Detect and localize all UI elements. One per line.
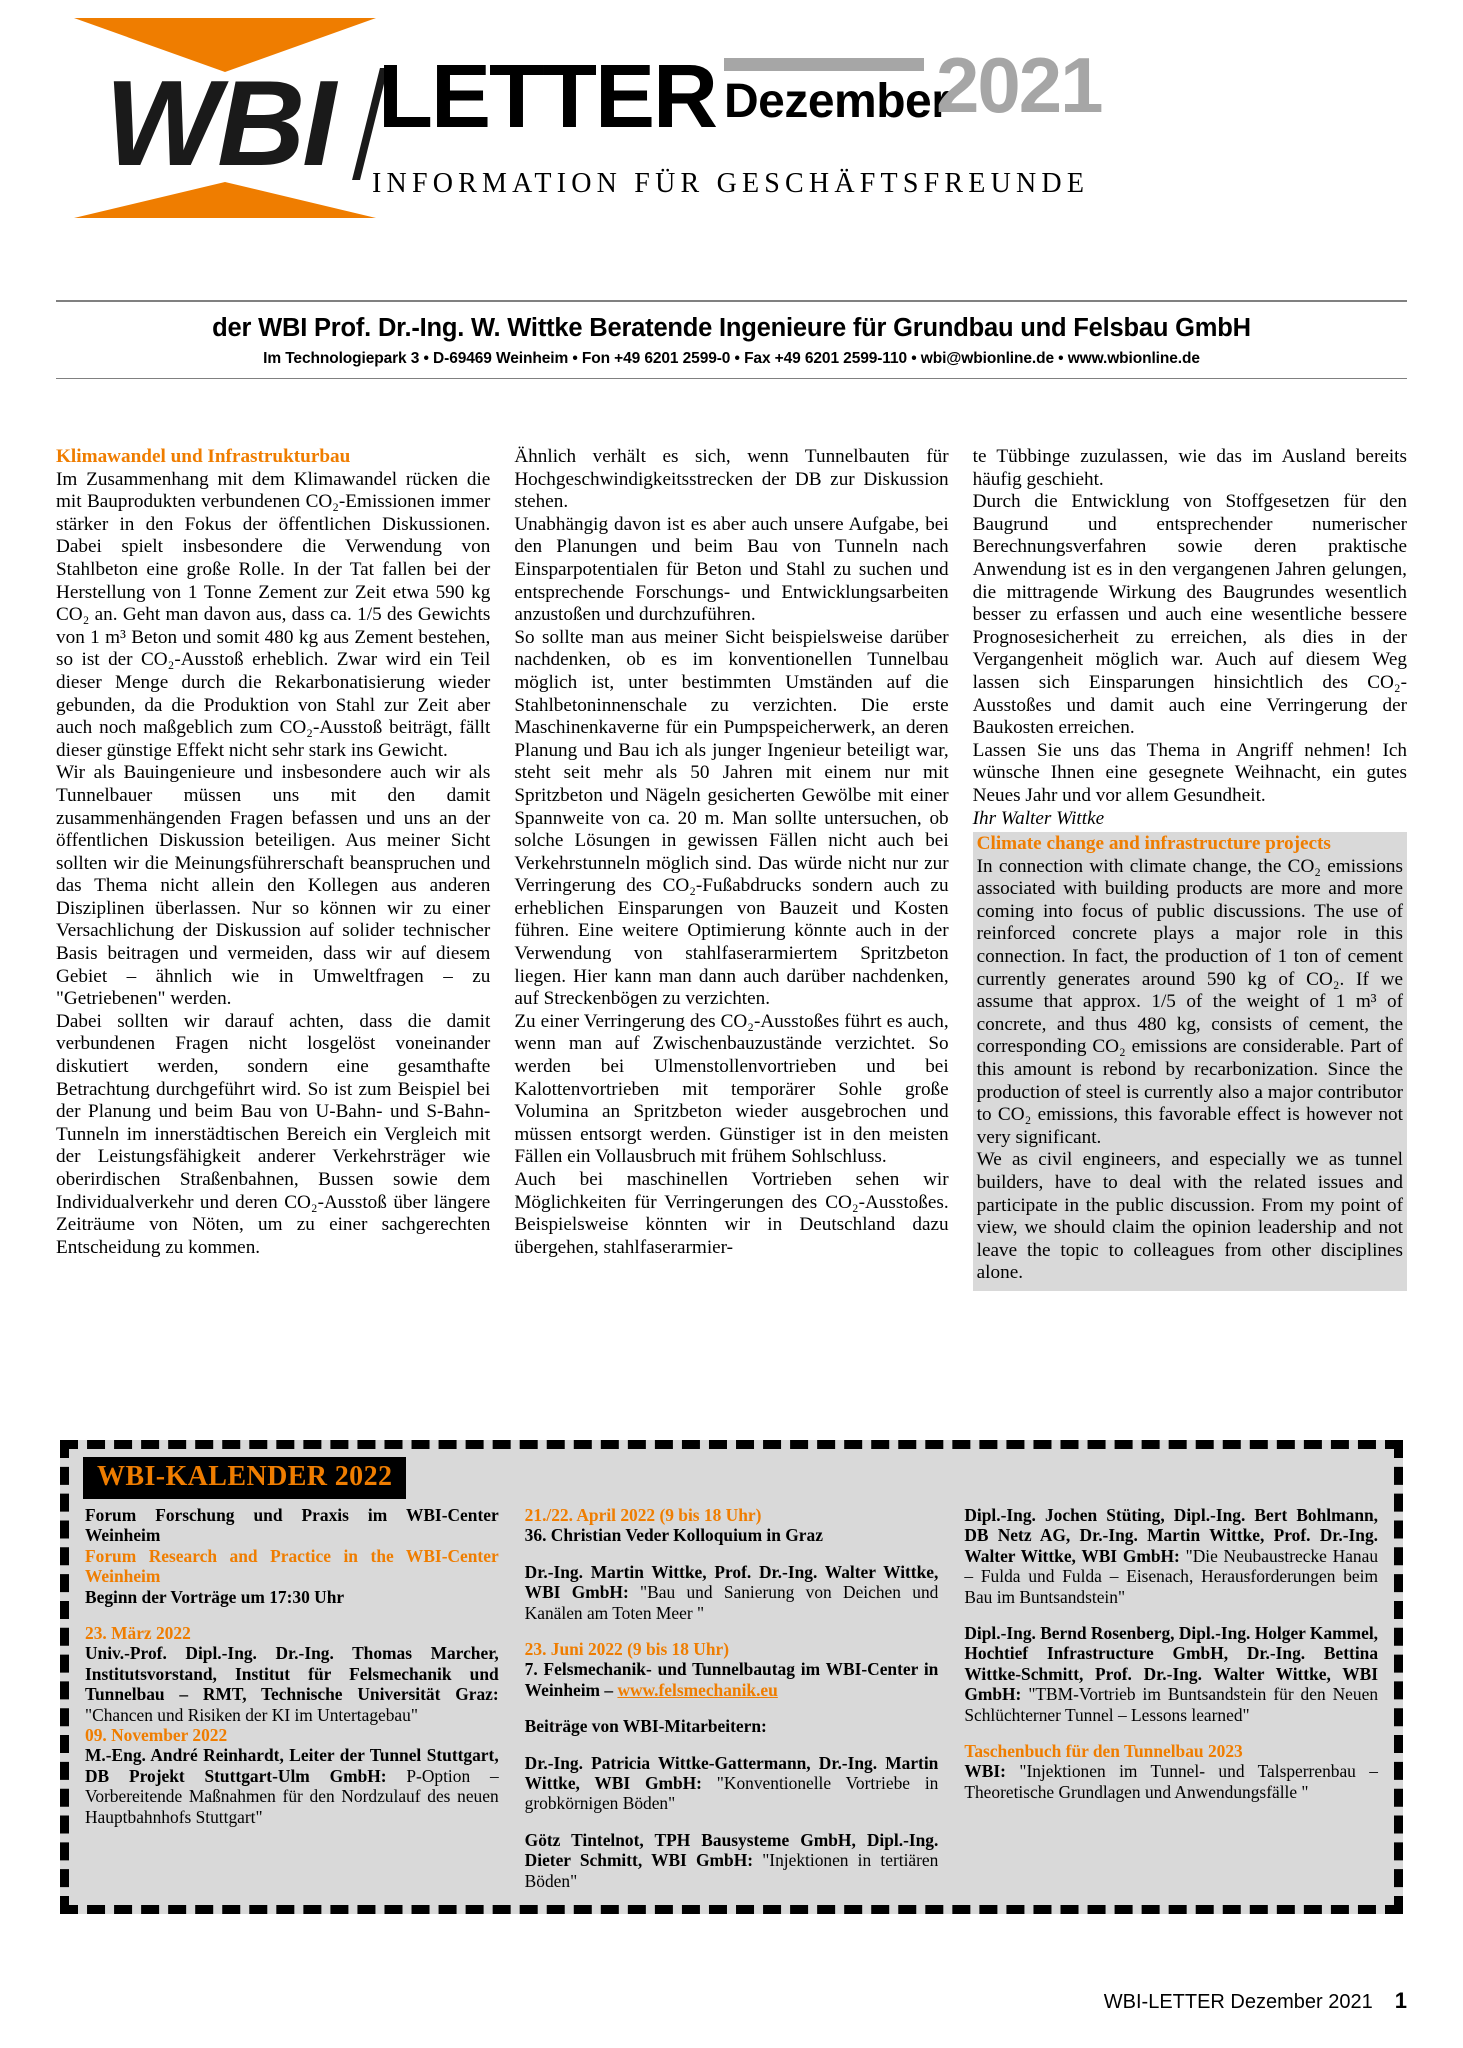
article-paragraph: Ähnlich verhält es sich, wenn Tunnelbauten für Hochgeschwindigkeitsstrecken der DB zur Diskussion stehen. [514,446,949,513]
calendar-section-heading: Taschenbuch für den Tunnelbau 2023 [964,1741,1243,1762]
article-paragraph: Zu einer Verringerung des CO₂-Ausstoßes führt es auch, wenn man auf Zwischenbauzustände verzichtet. So werden bei Ulmenstollenvortrieben und bei Kalottenvortrieben mit temporärer Sohle große Volumina an Spritzbeton wieder ausgebrochen und müssen entsorgt werden. Günstiger ist in den meisten Fällen ein Vollausbruch mit frühem Sohlschluss. [514,1010,949,1168]
calendar-event-talk: "Bau und Sanierung von Deichen und Kanälen am Toten Meer " [524,1582,939,1623]
article-headline-de: Klimawandel und Infrastrukturbau [56,446,351,467]
logo-wordmark: WBI [104,55,334,191]
masthead-grey-bar [724,58,924,71]
calendar-event-talk: "Die Neubaustrecke Hanau – Fulda und Fulda – Eisenach, Herausforderungen beim Bau im Buntsandstein" [964,1545,1379,1607]
calendar-event-title: 7. Felsmechanik- und Tunnelbautag im WBI-Center in Weinheim – [524,1659,939,1700]
english-summary-block [973,832,1407,1291]
company-block [56,302,1407,378]
header-rule-bottom [56,378,1407,379]
calendar-event-speaker: Dr.-Ing. Martin Wittke, Prof. Dr.-Ing. Walter Wittke, WBI GmbH: [524,1561,939,1603]
article-column-1 [56,446,490,1291]
calendar-event-talk: "Injektionen im Tunnel- und Talsperrenbau – Theoretische Grundlagen und Anwendungsfälle " [964,1761,1379,1802]
calendar-columns [79,1505,1384,1891]
calendar-event-entry [525,1753,939,1814]
felsmechanik-link[interactable]: www.felsmechanik.eu [617,1679,778,1700]
calendar-column-3 [964,1505,1378,1891]
calendar-event-speaker: Dipl.-Ing. Bernd Rosenberg, Dipl.-Ing. Holger Kammel, Hochtief Infrastructure GmbH, Dr.-Ing. Bettina Wittke-Schmitt, Prof. Dr.-Ing. Walter Wittke, WBI GmbH: [964,1623,1379,1705]
article-headline-en: Climate change and infrastructure projects [976,833,1331,855]
calendar-event-talk: "Injektionen in tertiären Böden" [524,1850,939,1891]
calendar-event-title: "Chancen und Risiken der KI im Untertagebau" [85,1704,418,1725]
calendar-event-speaker: M.-Eng. André Reinhardt, Leiter der Tunnel Stuttgart, DB Projekt Stuttgart-Ulm GmbH: [85,1745,499,1786]
footer-text: WBI-LETTER Dezember 2021 [1103,1991,1373,2013]
page-header [0,0,1463,300]
article-paragraph: Auch bei maschinellen Vortrieben sehen wir Möglichkeiten für Verringerungen des CO₂-Ausstoßes. Beispielsweise könnten wir in Deutschland dazu übergehen, stahlfaserarmier- [514,1169,949,1258]
calendar-event-date: 21./22. April 2022 (9 bis 18 Uhr) [524,1505,762,1525]
logo-chevron-bottom-icon [74,182,376,218]
page-footer [1104,1988,1407,2014]
calendar-forum-en: Forum Research and Practice in the WBI-Center Weinheim [85,1545,499,1587]
calendar-column-1 [85,1505,499,1891]
article-paragraph: Unabhängig davon ist es aber auch unsere Aufgabe, bei den Planungen und beim Bau von Tunneln nach Einsparpotentialen für Beton und Stahl zu suchen und entsprechende Forschungs- und Entwicklungsarbeiten anzustoßen und durchzuführen. [514,513,949,626]
calendar-event-entry [525,1562,939,1623]
calendar-event-date: 23. Juni 2022 (9 bis 18 Uhr) [524,1639,730,1660]
article-column-2 [514,446,948,1291]
company-name: der WBI Prof. Dr.-Ing. W. Wittke Beratende Ingenieure für Grundbau und Felsbau GmbH [212,314,1251,342]
calendar-forum-de: Forum Forschung und Praxis im WBI-Center Weinheim [85,1505,499,1546]
calendar-event-entry [964,1623,1378,1725]
masthead-letter: LETTER [378,47,716,147]
masthead-tagline: INFORMATION FÜR GESCHÄFTSFREUNDE [372,168,1090,199]
calendar-event-talk: "TBM-Vortrieb im Buntsandstein für den Neuen Schlüchterner Tunnel – Lessons learned" [964,1684,1379,1725]
article-paragraph: Im Zusammenhang mit dem Klimawandel rücken die mit Bauprodukten verbundenen CO₂-Emissionen immer stärker in den Fokus der öffentlichen Diskussionen. Dabei spielt insbesondere die Verwendung von Stahlbeton eine große Rolle. In der Tat fallen bei der Herstellung von 1 Tonne Zement zur Zeit etwa 590 kg CO₂ an. Geht man davon aus, dass ca. 1/5 des Gewichts von 1 m³ Beton und somit 480 kg aus Zement bestehen, so ist der CO₂-Ausstoß erheblich. Zwar wird ein Teil dieser Menge durch die Rekarbonatisierung wieder gebunden, da die Produktion von Stahl zur Zeit aber auch noch maßgeblich zum CO₂-Ausstoß beiträgt, fällt dieser günstige Effekt nicht sehr stark ins Gewicht. [56,468,491,761]
calendar-event-entry [525,1830,939,1891]
calendar-event-entry [85,1745,499,1827]
calendar-event-date: 23. März 2022 [85,1623,191,1644]
article-paragraph: So sollte man aus meiner Sicht beispielsweise darüber nachdenken, ob es im konventionellen Tunnelbau möglich ist, unter bestimmten Umständen auf die Stahlbetoninnenschale zu verzichten. Die erste Maschinenkaverne für ein Pumpspeicherwerk, an deren Planung und Bau ich als junger Ingenieur beteiligt war, steht seit mehr als 50 Jahren mit einem nur mit Spritzbeton und Nägeln gesicherten Gewölbe mit einer Spannweite von ca. 20 m. Man sollte untersuchen, ob solche Lösungen in gewissen Fällen nicht auch bei Verkehrstunneln möglich sind. Das würde nicht nur zur Verringerung des CO₂-Fußabdrucks sondern auch zu erheblichen Einsparungen von Bauzeit und Kosten führen. Eine weitere Optimierung könnte auch in der Verwendung von stahlfaserarmiertem Spritzbeton liegen. Hier kann man dann auch darüber nachdenken, auf Streckenbögen zu verzichten. [514,626,949,1010]
calendar-event-speaker: Dipl.-Ing. Jochen Stüting, Dipl.-Ing. Bert Bohlmann, DB Netz AG, Dr.-Ing. Martin Wittke, Prof. Dr.-Ing. Walter Wittke, WBI GmbH: [964,1505,1379,1566]
article-columns [56,446,1407,1291]
calendar-event-title: P-Option – Vorbereitende Maßnahmen für den Nordzulauf des neuen Hauptbahnhofs Stuttgart" [85,1765,499,1827]
calendar-event-title: 36. Christian Veder Kolloquium in Graz [524,1525,823,1546]
calendar-contributions-label: Beiträge von WBI-Mitarbeitern: [524,1716,767,1737]
article-paragraph-en: We as civil engineers, and especially we as tunnel builders, have to deal with the related issues and participate in the public discussion. From my point of view, we should claim the opinion leadership and not leave the topic to colleagues from other disciplines alone. [976,1149,1403,1284]
calendar-column-2 [525,1505,939,1891]
calendar-event-talk: "Konventionelle Vortriebe in grobkörnigen Böden" [524,1773,939,1814]
footer-page-number: 1 [1394,1988,1407,2013]
wbi-logo [68,18,368,218]
article-signature: Ihr Walter Wittke [972,807,1105,829]
article-paragraph: Lassen Sie uns das Thema in Angriff nehmen! Ich wünsche Ihnen eine gesegnete Weihnacht, ein gutes Neues Jahr und vor allem Gesundheit. [972,739,1407,806]
calendar-begin-time: Beginn der Vorträge um 17:30 Uhr [85,1586,345,1607]
calendar-event-entry [525,1659,939,1700]
calendar-event-speaker: Götz Tintelnot, TPH Bausysteme GmbH, Dipl.-Ing. Dieter Schmitt, WBI GmbH: [524,1829,939,1871]
calendar-event-entry [85,1643,499,1725]
calendar-event-entry [964,1505,1378,1607]
article-paragraph: Durch die Entwicklung von Stoffgesetzen für den Baugrund und entsprechender numerischer Berechnungsverfahren sowie deren praktische Anwendung ist es in den vergangenen Jahren gelungen, die mittragende Wirkung des Baugrundes wesentlich besser zu erfassen und auch eine wesentliche bessere Prognosesicherheit zu erreichen, als dies in der Vergangenheit möglich war. Auch auf diesem Weg lassen sich Einsparungen hinsichtlich des CO₂-Ausstoßes und damit auch eine Verringerung der Baukosten erreichen. [972,491,1407,739]
masthead-year: 2021 [936,41,1102,129]
calendar-title: WBI-KALENDER 2022 [83,1457,406,1499]
calendar-event-speaker: WBI: [964,1761,1006,1782]
article-paragraph: te Tübbinge zuzulassen, wie das im Ausland bereits häufig geschieht. [972,446,1407,490]
calendar-event-entry [964,1761,1378,1802]
company-address: Im Technologiepark 3 • D-69469 Weinheim • Fon +49 6201 2599-0 • Fax +49 6201 2599-110 • wbi@wbionline.de • www.wbionline.de [263,350,1200,367]
wbi-calendar-box [60,1440,1403,1914]
calendar-event-date: 09. November 2022 [85,1725,228,1746]
article-paragraph: Dabei sollten wir darauf achten, dass die damit verbundenen Fragen nicht losgelöst voneinander diskutiert werden, sondern eine gesamthafte Betrachtung durchgeführt wird. So ist zum Beispiel bei der Planung und beim Bau von U-Bahn- und S-Bahn-Tunneln im innerstädtischen Bereich ein Vergleich mit der Leistungsfähigkeit anderer Verkehrsträger wie oberirdischen Straßenbahnen, Bussen sowie dem Individualverkehr und deren CO₂-Ausstoß über längere Zeiträume von Nöten, um zu einer sachgerechten Entscheidung zu kommen. [56,1010,491,1258]
article-paragraph: Wir als Bauingenieure und insbesondere auch wir als Tunnelbauer müssen uns mit den damit zusammenhängenden Fragen befassen und uns an der öffentlichen Diskussion beteiligen. Aus meiner Sicht sollten wir die Meinungsführerschaft beanspruchen und das Thema nicht allein den Kollegen aus anderen Disziplinen überlassen. Nur so können wir zu einer Versachlichung der Diskussion auf solider technischer Basis beitragen und vermeiden, dass wir auf diesem Gebiet – ähnlich wie in Umweltfragen – zu "Getriebenen" werden. [56,762,491,1010]
masthead-month: Dezember [724,75,950,128]
article-column-3 [973,446,1407,1291]
calendar-event-speaker: Univ.-Prof. Dipl.-Ing. Dr.-Ing. Thomas Marcher, Institutsvorstand, Institut für Felsmechanik und Tunnelbau – RMT, Technische Universität Graz: [85,1643,499,1705]
article-paragraph-en: In connection with climate change, the CO₂ emissions associated with building products are more and more coming into focus of public discussions. The use of reinforced concrete plays a major role in this connection. In fact, the production of 1 ton of cement currently generates around 590 kg of CO₂. If we assume that approx. 1/5 of the weight of 1 m³ of concrete, and thus 480 kg, consists of cement, the corresponding CO₂ emissions are considerable. Part of this amount is rebond by recarbonization. Since the production of steel is currently also a major contributor to CO₂ emissions, this favorable effect is however not very significant. [976,855,1403,1148]
calendar-event-speaker: Dr.-Ing. Patricia Wittke-Gattermann, Dr.-Ing. Martin Wittke, WBI GmbH: [524,1752,939,1794]
